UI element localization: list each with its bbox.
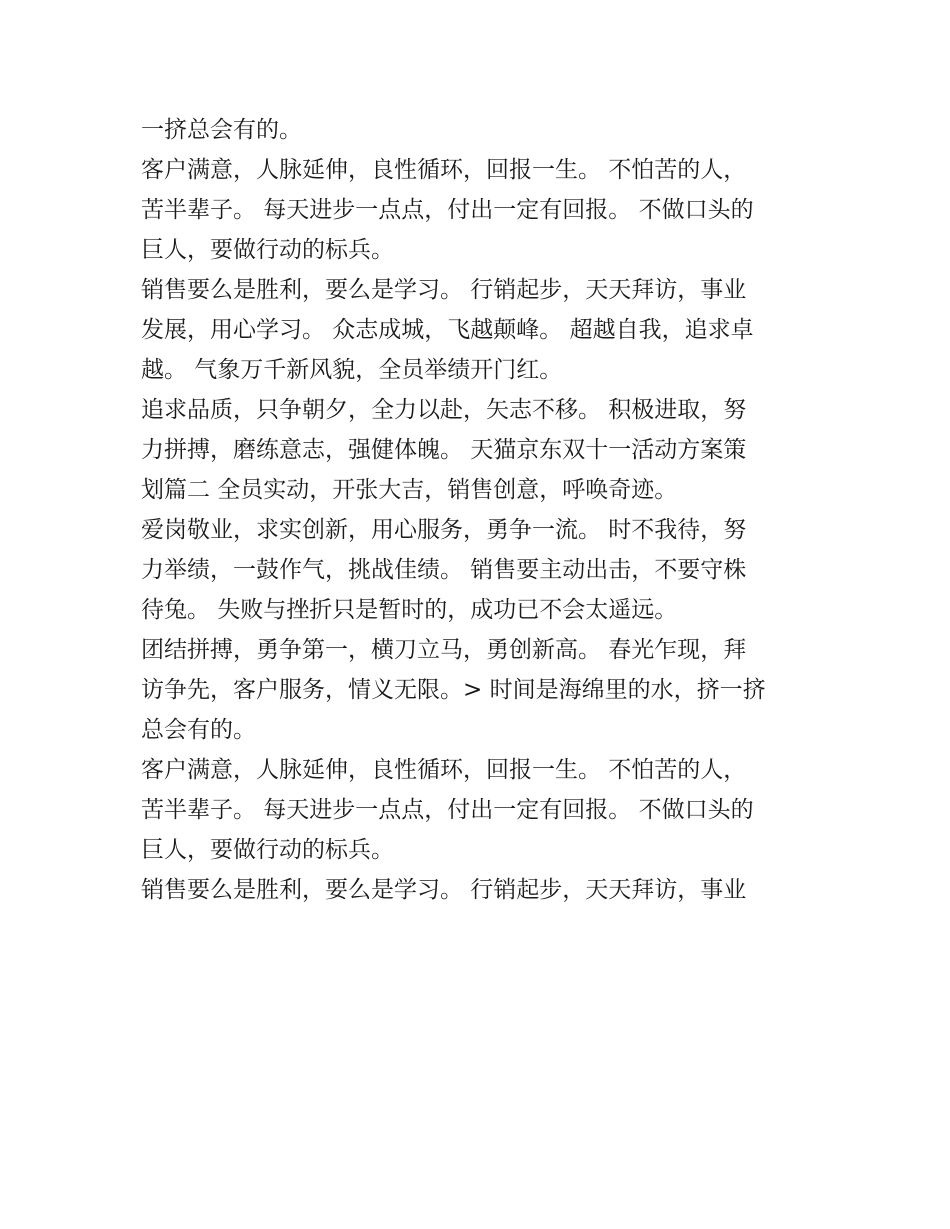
text-line: 客户满意，人脉延伸，良性循环，回报一生。 不怕苦的人， [141, 157, 747, 183]
text-line: 总会有的。 [141, 717, 256, 743]
text-line: 追求品质，只争朝夕，全力以赴，矢志不移。 积极进取，努 [141, 397, 747, 423]
text-line: 苦半辈子。 每天进步一点点，付出一定有回报。 不做口头的 [141, 797, 754, 823]
text-line: 访争先，客户服务，情义无限。> 时间是海绵里的水，挤一挤 [141, 677, 766, 703]
text-line: 发展，用心学习。 众志成城，飞越颠峰。 超越自我，追求卓 [141, 317, 754, 343]
text-line: 巨人，要做行动的标兵。 [141, 837, 394, 863]
text-line: 一挤总会有的。 [141, 117, 302, 143]
text-line: 待兔。 失败与挫折只是暂时的，成功已不会太遥远。 [141, 597, 678, 623]
text-line: 力举绩，一鼓作气，挑战佳绩。 销售要主动出击，不要守株 [141, 557, 747, 583]
text-line: 销售要么是胜利，要么是学习。 行销起步，天天拜访，事业 [141, 277, 747, 303]
text-line: 爱岗敬业，求实创新，用心服务，勇争一流。 时不我待，努 [141, 517, 747, 543]
text-line: 客户满意，人脉延伸，良性循环，回报一生。 不怕苦的人， [141, 757, 747, 783]
document-body [141, 110, 821, 910]
text-line: 苦半辈子。 每天进步一点点，付出一定有回报。 不做口头的 [141, 197, 754, 223]
text-line: 力拼搏，磨练意志，强健体魄。 天猫京东双十一活动方案策 [141, 437, 747, 463]
text-line: 越。 气象万千新风貌，全员举绩开门红。 [141, 357, 563, 383]
text-line: 划篇二 全员实动，开张大吉，销售创意，呼唤奇迹。 [141, 477, 678, 503]
text-line: 销售要么是胜利，要么是学习。 行销起步，天天拜访，事业 [141, 877, 747, 903]
text-line: 巨人，要做行动的标兵。 [141, 237, 394, 263]
text-line: 团结拼搏，勇争第一，横刀立马，勇创新高。 春光乍现，拜 [141, 637, 747, 663]
